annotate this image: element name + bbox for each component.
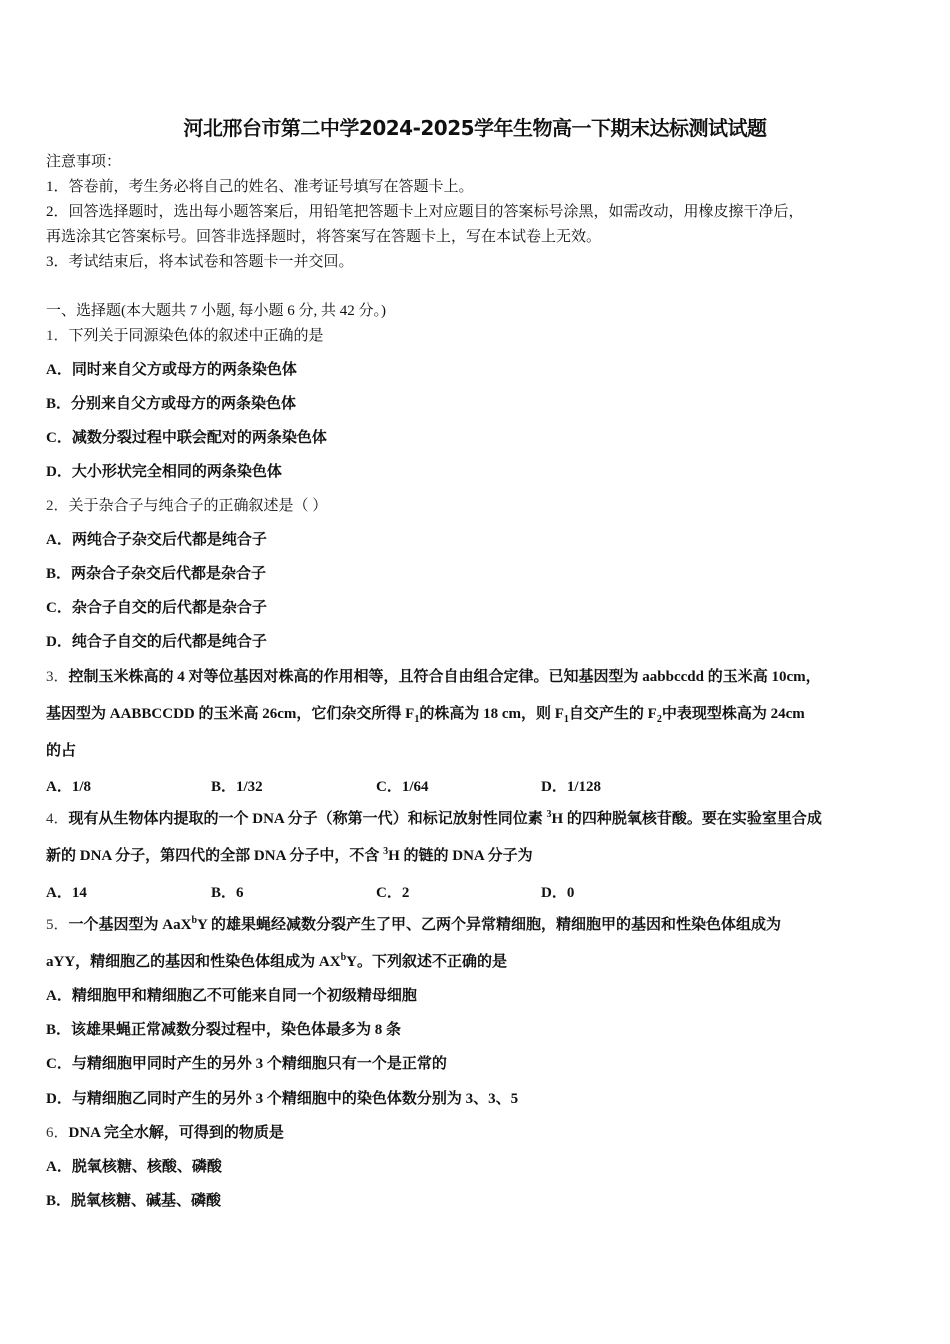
question-2-option-a: A．两纯合子杂交后代都是纯合子 — [46, 532, 267, 548]
question-text: DNA 完全水解，可得到的物质是 — [68, 1125, 284, 1141]
subscript: 1 — [563, 714, 569, 725]
question-3-option-a: A．1/8 — [46, 779, 92, 795]
question-2-option-d: D．纯合子自交的后代都是纯合子 — [46, 634, 267, 650]
question-text: 下列关于同源染色体的叙述中正确的是 — [68, 328, 324, 344]
text-segment: H 的四种脱氧核苷酸。要在实验室里合成 — [551, 811, 822, 827]
question-5-stem-line-2 — [46, 952, 507, 972]
question-1-stem — [46, 326, 324, 346]
question-4-option-a: A．14 — [46, 885, 87, 901]
question-4-stem-line-2 — [46, 846, 533, 866]
text-segment: 一个基因型为 AaX — [68, 917, 192, 933]
question-1-option-c: C．减数分裂过程中联会配对的两条染色体 — [46, 430, 327, 446]
text-segment: Y。下列叙述不正确的是 — [346, 954, 507, 970]
question-3-stem-line-3: 的占 — [46, 743, 77, 759]
text-segment: 基因型为 AABBCCDD 的玉米高 26cm，它们杂交所得 F — [46, 706, 415, 722]
question-number: 6． — [46, 1125, 69, 1141]
question-4-option-b: B．6 — [211, 885, 244, 901]
question-3-stem-line-1 — [46, 667, 821, 687]
text-segment: aYY，精细胞乙的基因和性染色体组成为 AX — [46, 954, 341, 970]
page-title: 河北邢台市第二中学2024-2025学年生物高一下期末达标测试试题 — [183, 116, 767, 140]
question-number: 5． — [46, 917, 69, 933]
question-2-option-b: B．两杂合子杂交后代都是杂合子 — [46, 566, 267, 582]
question-5-option-c: C．与精细胞甲同时产生的另外 3 个精细胞只有一个是正常的 — [46, 1056, 447, 1072]
text-segment: Y 的雄果蝇经减数分裂产生了甲、乙两个异常精细胞，精细胞甲的基因和性染色体组成为 — [197, 917, 782, 933]
question-number: 4． — [46, 811, 69, 827]
notice-item: 3．考试结束后，将本试卷和答题卡一并交回。 — [46, 254, 354, 270]
question-text: 关于杂合子与纯合子的正确叙述是（ ） — [68, 498, 328, 514]
text-segment: 中表现型株高为 24cm — [661, 706, 805, 722]
question-text: 控制玉米株高的 4 对等位基因对株高的作用相等，且符合自由组合定律。已知基因型为 aabbccdd 的玉米高 10cm， — [68, 669, 821, 685]
question-3-option-d: D．1/128 — [541, 779, 602, 795]
question-number: 3． — [46, 669, 69, 685]
question-6-stem — [46, 1123, 284, 1143]
question-1-option-b: B．分别来自父方或母方的两条染色体 — [46, 396, 297, 412]
text-segment: 新的 DNA 分子，第四代的全部 DNA 分子中，不含 — [46, 848, 384, 864]
notice-heading: 注意事项： — [46, 154, 122, 170]
notice-item: 1．答卷前，考生务必将自己的姓名、准考证号填写在答题卡上。 — [46, 179, 474, 195]
question-6-option-b: B．脱氧核糖、碱基、磷酸 — [46, 1193, 222, 1209]
question-3-option-c: C．1/64 — [376, 779, 429, 795]
question-6-option-a: A．脱氧核糖、核酸、磷酸 — [46, 1159, 222, 1175]
notice-item: 2．回答选择题时，选出每小题答案后，用铅笔把答题卡上对应题目的答案标号涂黑，如需改动，用橡皮擦干净后， — [46, 204, 804, 220]
question-5-stem-line-1 — [46, 915, 781, 935]
question-number: 1． — [46, 328, 69, 344]
superscript: 3 — [546, 809, 552, 820]
superscript: 3 — [383, 846, 389, 857]
question-3-stem-line-2 — [46, 704, 805, 724]
question-5-option-b: B．该雄果蝇正常减数分裂过程中，染色体最多为 8 条 — [46, 1022, 402, 1038]
superscript: b — [191, 915, 197, 926]
question-1-option-a: A．同时来自父方或母方的两条染色体 — [46, 362, 297, 378]
subscript: 1 — [414, 714, 420, 725]
text-segment: 的株高为 18 cm，则 F — [419, 706, 564, 722]
section-header: 一、选择题(本大题共 7 小题, 每小题 6 分, 共 42 分。) — [46, 303, 386, 319]
question-1-option-d: D．大小形状完全相同的两条染色体 — [46, 464, 282, 480]
text-segment: 现有从生物体内提取的一个 DNA 分子（称第一代）和标记放射性同位素 — [68, 811, 547, 827]
superscript: b — [340, 952, 347, 963]
text-segment: 自交产生的 F — [568, 706, 657, 722]
question-5-option-a: A．精细胞甲和精细胞乙不可能来自同一个初级精母细胞 — [46, 988, 417, 1004]
question-2-stem — [46, 496, 327, 516]
question-4-option-c: C．2 — [376, 885, 410, 901]
question-4-stem-line-1 — [46, 809, 822, 829]
question-2-option-c: C．杂合子自交的后代都是杂合子 — [46, 600, 267, 616]
text-segment: H 的链的 DNA 分子为 — [388, 848, 533, 864]
question-5-option-d: D．与精细胞乙同时产生的另外 3 个精细胞中的染色体数分别为 3、3、5 — [46, 1091, 519, 1107]
question-number: 2． — [46, 498, 69, 514]
notice-item: 再选涂其它答案标号。回答非选择题时，将答案写在答题卡上，写在本试卷上无效。 — [46, 229, 602, 245]
subscript: 2 — [656, 714, 662, 725]
question-4-option-d: D．0 — [541, 885, 575, 901]
question-3-option-b: B．1/32 — [211, 779, 263, 795]
